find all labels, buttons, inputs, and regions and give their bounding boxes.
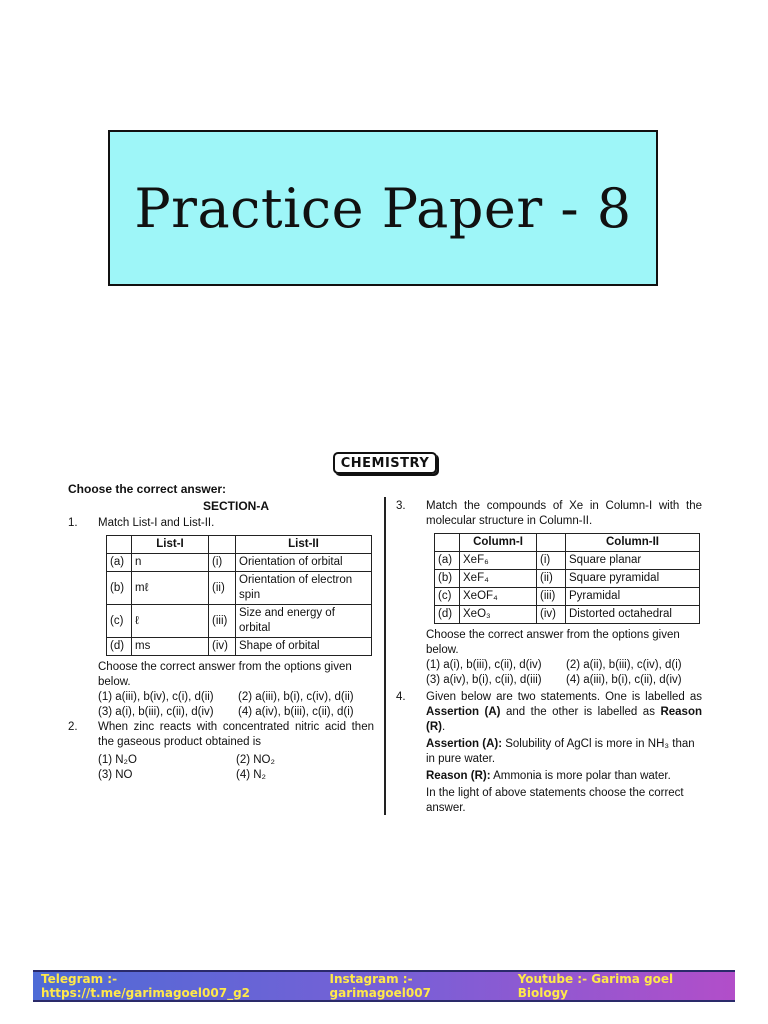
text-before: Given below are two statements. One is labelled as — [426, 691, 702, 703]
section-title: SECTION-A — [203, 499, 269, 513]
option: (1) a(iii), b(iv), c(i), d(ii) — [98, 691, 214, 703]
title-banner — [108, 130, 658, 286]
question-number: 1. — [68, 517, 78, 529]
table-cell: Distorted octahedral — [566, 606, 700, 624]
table-cell: (b) — [435, 570, 460, 588]
subject-badge: CHEMISTRY — [333, 452, 437, 474]
table-header: Column-II — [566, 534, 700, 552]
question-2 — [68, 720, 374, 750]
text-mid: and the other is labelled as — [506, 706, 655, 718]
table-cell: (iv) — [209, 638, 236, 656]
options-q2 — [68, 753, 374, 783]
question-1 — [68, 516, 374, 531]
closing-instruction: In the light of above statements choose the correct answer. — [426, 787, 684, 814]
table-row — [107, 605, 372, 638]
option: (4) a(iv), b(iii), c(ii), d(i) — [238, 706, 354, 718]
table-row — [435, 606, 700, 624]
table-header-row — [107, 536, 372, 554]
table-cell: Shape of orbital — [236, 638, 372, 656]
instructions: Choose the correct answer: — [68, 482, 227, 496]
options-instruction: Choose the correct answer from the options given below. — [98, 661, 352, 688]
table-header — [107, 536, 132, 554]
page-title: Practice Paper - 8 — [134, 176, 632, 240]
table-header: List-II — [236, 536, 372, 554]
assertion-head: Assertion (A): — [426, 738, 503, 750]
table-cell: XeF₄ — [460, 570, 537, 588]
option: (4) a(iii), b(i), c(ii), d(iv) — [566, 674, 682, 686]
table-row — [435, 588, 700, 606]
question-number: 2. — [68, 721, 78, 733]
footer-banner — [33, 970, 735, 1002]
table-row — [435, 552, 700, 570]
option: (1) N₂O — [98, 754, 137, 766]
question-number: 4. — [396, 691, 406, 703]
table-cell: Orientation of electron spin — [236, 572, 372, 605]
table-cell: (ii) — [209, 572, 236, 605]
table-cell: Pyramidal — [566, 588, 700, 606]
table-cell: Size and energy of orbital — [236, 605, 372, 638]
table-cell: n — [132, 554, 209, 572]
reason-label: Reason (R) — [426, 706, 702, 733]
table-cell: (i) — [209, 554, 236, 572]
table-header-row — [435, 534, 700, 552]
question-text: Match the compounds of Xe in Column-I with the molecular structure in Column-II. — [426, 500, 702, 527]
table-cell: (b) — [107, 572, 132, 605]
assertion — [396, 737, 702, 767]
match-table-q1 — [106, 535, 372, 656]
table-cell: (a) — [107, 554, 132, 572]
table-row — [107, 554, 372, 572]
right-column — [396, 499, 702, 816]
table-cell: (ii) — [537, 570, 566, 588]
option: (4) N₂ — [236, 769, 267, 781]
table-cell: ℓ — [132, 605, 209, 638]
assertion-label: Assertion (A) — [426, 706, 501, 718]
table-cell: (c) — [435, 588, 460, 606]
reason-head: Reason (R): — [426, 770, 491, 782]
table-cell: (a) — [435, 552, 460, 570]
table-cell: XeF₆ — [460, 552, 537, 570]
telegram-link[interactable]: Telegram :- https://t.me/garimagoel007_g2 — [41, 972, 251, 1000]
options-q3 — [396, 658, 702, 688]
question-text: Match List-I and List-II. — [98, 517, 215, 529]
table-cell: XeO₃ — [460, 606, 537, 624]
option: (3) a(iv), b(i), c(ii), d(iii) — [426, 674, 542, 686]
reason — [396, 769, 702, 784]
assertion-text: Solubility of AgCl is more in NH₃ than in pure water. — [426, 738, 695, 765]
table-row — [107, 572, 372, 605]
match-table-q3 — [434, 533, 700, 624]
table-cell: (d) — [107, 638, 132, 656]
table-header — [435, 534, 460, 552]
table-cell: Square planar — [566, 552, 700, 570]
table-cell: XeOF₄ — [460, 588, 537, 606]
option: (3) a(i), b(iii), c(ii), d(iv) — [98, 706, 214, 718]
reason-text: Ammonia is more polar than water. — [493, 770, 671, 782]
table-row — [107, 638, 372, 656]
table-row — [435, 570, 700, 588]
option: (2) NO₂ — [236, 754, 275, 766]
table-cell: (c) — [107, 605, 132, 638]
instagram-handle[interactable]: Instagram :- garimagoel007 — [329, 972, 431, 1000]
question-text: When zinc reacts with concentrated nitric acid then the gaseous product obtained is — [98, 721, 374, 748]
table-cell: (d) — [435, 606, 460, 624]
table-header: List-I — [132, 536, 209, 554]
table-cell: (i) — [537, 552, 566, 570]
table-cell: (iv) — [537, 606, 566, 624]
options-instruction: Choose the correct answer from the options given below. — [426, 629, 680, 656]
option: (2) a(iii), b(i), c(iv), d(ii) — [238, 691, 354, 703]
question-number: 3. — [396, 500, 406, 512]
option: (2) a(ii), b(iii), c(iv), d(i) — [566, 659, 682, 671]
table-header — [537, 534, 566, 552]
question-3 — [396, 499, 702, 529]
option: (3) NO — [98, 769, 133, 781]
left-column — [68, 499, 374, 783]
table-cell: Square pyramidal — [566, 570, 700, 588]
table-header — [209, 536, 236, 554]
column-divider — [384, 497, 386, 815]
table-cell: (iii) — [209, 605, 236, 638]
table-cell: Orientation of orbital — [236, 554, 372, 572]
question-text: Given below are two statements. One is labelled as Assertion (A) and the other is labelled as Reason (R). — [426, 691, 702, 733]
table-cell: ms — [132, 638, 209, 656]
table-cell: (iii) — [537, 588, 566, 606]
table-cell: mℓ — [132, 572, 209, 605]
option: (1) a(i), b(iii), c(ii), d(iv) — [426, 659, 542, 671]
table-header: Column-I — [460, 534, 537, 552]
question-4 — [396, 690, 702, 735]
youtube-channel[interactable]: Youtube :- Garima goel Biology — [517, 972, 674, 1000]
options-q1 — [68, 690, 374, 720]
